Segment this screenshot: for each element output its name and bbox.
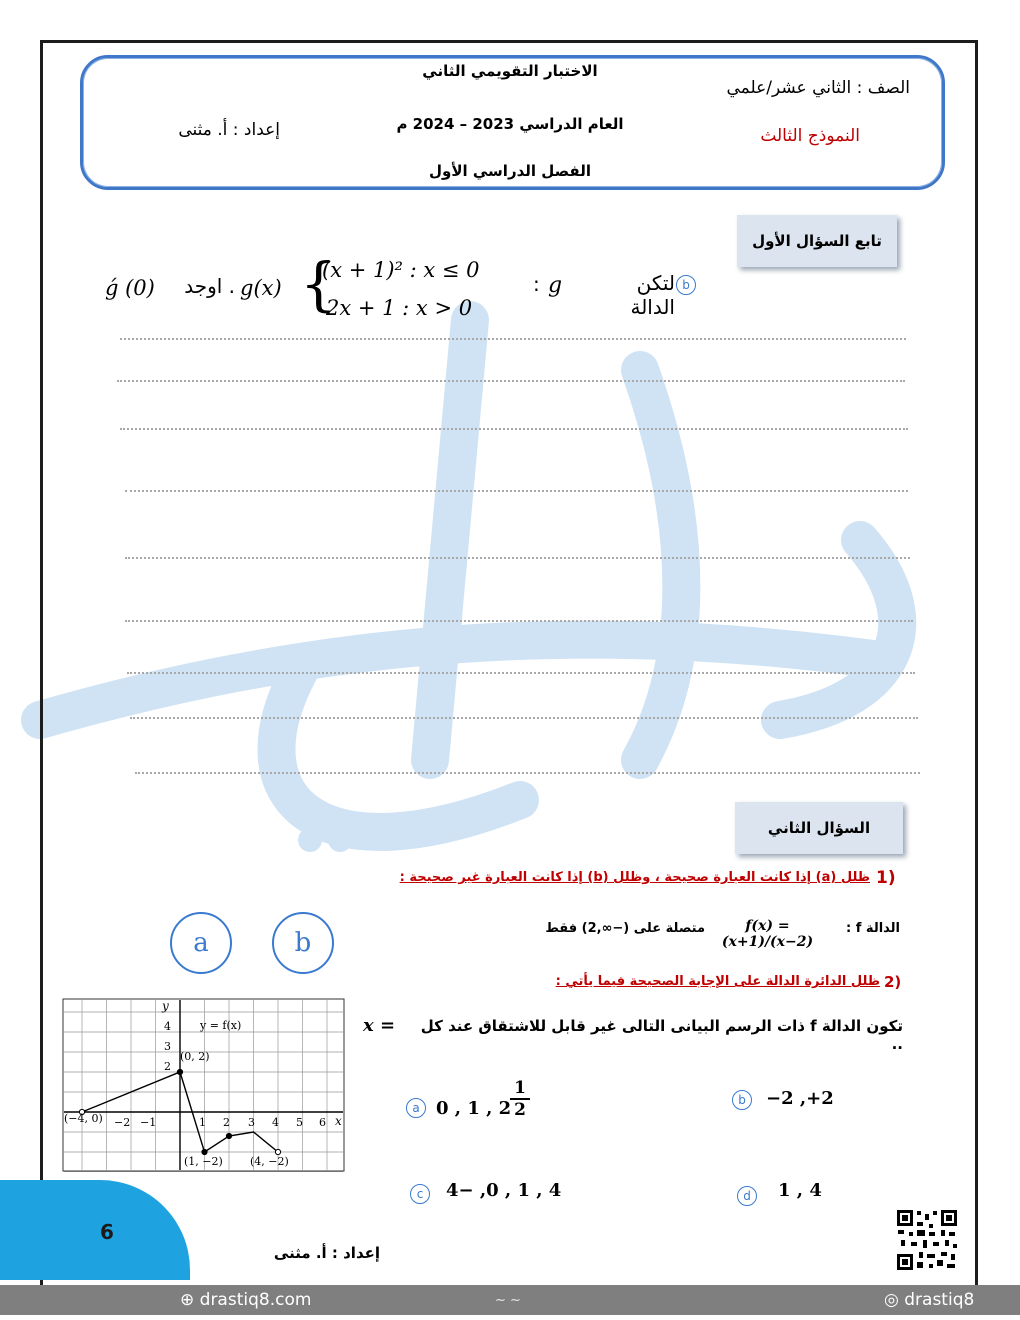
fraction-numerator: 1 [510,1078,530,1100]
grade: الصف : الثاني عشر/علمي [726,78,910,98]
fraction-denominator: 2 [514,1100,526,1120]
item1-number: 1) [876,868,896,888]
x-tick-5: 5 [296,1116,303,1129]
item2-x: x = [363,1015,396,1036]
answer-line[interactable] [120,428,908,430]
option-d-marker[interactable]: d [737,1186,757,1206]
item1-instruction: ظلل (a) إذا كانت العبارة صحيحة ، وظلل (b) إذا كانت العبارة غير صحيحة : [399,870,870,885]
q1-colon: : [533,272,540,296]
x-tick-6: 6 [319,1116,326,1129]
insta-text: drastiq8 [904,1290,975,1310]
answer-line[interactable] [127,672,915,674]
answer-line[interactable] [135,772,920,774]
data-point [226,1133,231,1138]
insta-link[interactable] [884,1290,1020,1310]
option-b-marker-2[interactable]: b [732,1090,752,1110]
function-label: y = f(x) [200,1019,242,1032]
option-b-text: −2 ,+2 [766,1088,834,1109]
footer-signature-icon: ~ ~ [495,1293,521,1308]
answer-line[interactable] [125,557,910,559]
item2-question: تكون الدالة f ذات الرسم البيانى التالى غير قابل للاشتقاق عند كل .. [420,1017,903,1053]
y-tick-2: 2 [164,1060,171,1073]
item2-number: 2) [884,973,902,991]
x-tick--2: −2 [114,1116,131,1129]
option-a-text: 0 , 1 , 2 [436,1098,512,1119]
model-label: النموذج الثالث [760,126,860,146]
qr-code[interactable] [895,1208,959,1272]
term: الفصل الدراسي الأول [429,162,591,180]
point-label-d: (4, −2) [250,1155,289,1168]
answer-line[interactable] [125,490,908,492]
data-point [202,1149,207,1154]
site-link[interactable] [180,1290,311,1310]
y-tick-3: 3 [164,1040,171,1053]
school-year: العام الدراسي 2023 – 2024 م [396,115,624,133]
x-tick-4: 4 [272,1116,279,1129]
data-point [275,1149,280,1154]
option-c-marker[interactable]: c [410,1184,430,1204]
x-tick-1: 1 [199,1116,206,1129]
q1-find: . اوجد [184,274,235,298]
instagram-icon: ◎ [884,1290,899,1310]
q1-gx: g(x) [240,276,282,300]
function-graph [62,998,345,1172]
choice-b-circle[interactable]: b [272,912,334,974]
case-1: (x + 1)² : x ≤ 0 [322,258,480,282]
choice-a-circle[interactable]: a [170,912,232,974]
item2-instruction: ظلل الدائرة الدالة على الإجابة الصحيحة فيما يأتي : [555,974,880,989]
option-a-marker[interactable]: a [406,1098,426,1118]
case-2: 2x + 1 : x > 0 [326,296,473,320]
option-d-text: 1 , 4 [778,1180,822,1201]
q1-g: g [548,273,563,298]
point-label-b: (0, 2) [180,1050,210,1063]
item1-prefix: الدالة f : [846,921,900,936]
y-tick-4: 4 [164,1020,171,1033]
x-axis-label: x [335,1114,342,1128]
data-point [177,1069,182,1074]
q1-text: لتكن الدالة [630,271,675,319]
q1-continue-tab: تابع السؤال الأول [737,215,897,267]
answer-line[interactable] [120,338,906,340]
exam-title: الاختبار التقويمي الثاني [422,62,598,80]
point-label-c: (1, −2) [184,1155,223,1168]
item1-suffix: متصلة على (−∞,2) فقط [545,921,705,936]
option-a-fraction [510,1078,530,1120]
brace: { [300,250,337,318]
x-tick--1: −1 [140,1116,157,1129]
y-axis-label: y [162,999,169,1013]
answer-line[interactable] [125,620,913,622]
option-b-marker[interactable]: b [676,275,696,295]
x-tick-2: 2 [223,1116,230,1129]
page-number: 6 [100,1220,114,1244]
answer-line[interactable] [117,380,905,382]
item1-formula: f(x) = (x+1)/(x−2) [721,918,814,950]
globe-icon: ⊕ [180,1290,195,1310]
point-label-a: (−4, 0) [64,1112,103,1125]
q1-gprime: ǵ (0) [105,276,155,300]
option-c-text: 4− ,0 , 1 , 4 [446,1180,562,1201]
header-author: إعداد : أ. مثنى [178,120,280,140]
q2-tab: السؤال الثاني [735,802,903,854]
footer-author: إعداد : أ. مثنى [273,1244,380,1262]
site-text: drastiq8.com [199,1290,312,1310]
x-tick-3: 3 [248,1116,255,1129]
answer-line[interactable] [130,717,918,719]
